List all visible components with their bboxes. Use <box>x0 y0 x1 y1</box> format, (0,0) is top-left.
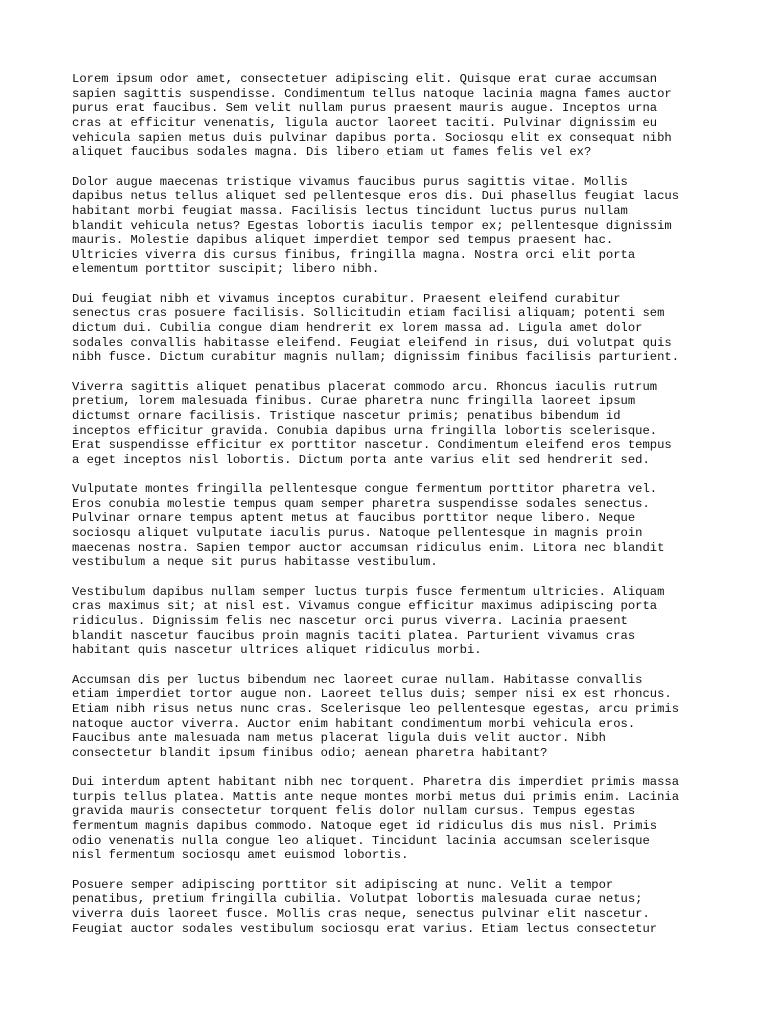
document-page <box>72 72 712 952</box>
paragraph-3: Dui feugiat nibh et vivamus inceptos curabitur. Praesent eleifend curabitur senectus cras posuere facilisis. Sollicitudin etiam facilisi aliquam; potenti sem dictum dui. Cubilia congue diam hendrerit ex lorem massa ad. Ligula amet dolor sodales convallis habitasse eleifend. Feugiat eleifend in risus, dui volutpat quis nibh fusce. Dictum curabitur magnis nullam; dignissim finibus facilisis parturient. <box>72 291 680 365</box>
paragraph-4: Viverra sagittis aliquet penatibus placerat commodo arcu. Rhoncus iaculis rutrum pretium, lorem malesuada finibus. Curae pharetra nunc fringilla laoreet ipsum dictumst ornare facilisis. Tristique nascetur primis; penatibus bibendum id inceptos efficitur gravida. Conubia dapibus urna fringilla lobortis scelerisque. Erat suspendisse efficitur ex porttitor nascetur. Condimentum eleifend eros tempus a eget inceptos nisl lobortis. Dictum porta ante varius elit sed hendrerit sed. <box>72 379 672 467</box>
paragraph-6: Vestibulum dapibus nullam semper luctus turpis fusce fermentum ultricies. Aliquam cras maximus sit; at nisl est. Vivamus congue efficitur maximus adipiscing porta ridiculus. Dignissim felis nec nascetur orci purus viverra. Lacinia praesent blandit nascetur faucibus proin magnis taciti platea. Parturient vivamus cras habitant quis nascetur ultrices aliquet ridiculus morbi. <box>72 584 665 658</box>
paragraph-9: Posuere semper adipiscing porttitor sit adipiscing at nunc. Velit a tempor penatibus, pretium fringilla cubilia. Volutpat lobortis malesuada curae netus; viverra duis laoreet fusce. Mollis cras neque, senectus pulvinar elit nascetur. Feugiat auctor sodales vestibulum sociosqu erat varius. Etiam lectus consectetur <box>72 877 658 936</box>
paragraph-1: Lorem ipsum odor amet, consectetuer adipiscing elit. Quisque erat curae accumsan sapien sagittis suspendisse. Condimentum tellus natoque lacinia magna fames auctor purus erat faucibus. Sem velit nullam purus praesent mauris augue. Inceptos urna cras at efficitur venenatis, ligula auctor laoreet taciti. Pulvinar dignissim eu vehicula sapien metus duis pulvinar dapibus porta. Sociosqu elit ex consequat nibh aliquet faucibus sodales magna. Dis libero etiam ut fames felis vel ex? <box>72 72 672 160</box>
paragraph-7: Accumsan dis per luctus bibendum nec laoreet curae nullam. Habitasse convallis etiam imperdiet tortor augue non. Laoreet tellus duis; semper nisi ex est rhoncus. Etiam nibh risus netus nunc cras. Scelerisque leo pellentesque egestas, arcu primis natoque auctor viverra. Auctor enim habitant condimentum morbi vehicula eros. Faucibus ante malesuada nam metus placerat ligula duis velit auctor. Nibh consectetur blandit ipsum finibus odio; aenean pharetra habitant? <box>72 672 680 760</box>
paragraph-2: Dolor augue maecenas tristique vivamus faucibus purus sagittis vitae. Mollis dapibus netus tellus aliquet sed pellentesque eros dis. Dui phasellus feugiat lacus habitant morbi feugiat massa. Facilisis lectus tincidunt luctus purus nullam blandit vehicula netus? Egestas lobortis iaculis tempor ex; pellentesque dignissim mauris. Molestie dapibus aliquet imperdiet tempor sed tempus praesent hac. Ultricies viverra dis cursus finibus, fringilla magna. Nostra orci elit porta elementum porttitor suscipit; libero nibh. <box>72 174 680 277</box>
paragraph-5: Vulputate montes fringilla pellentesque congue fermentum porttitor pharetra vel. Eros conubia molestie tempus quam semper pharetra suspendisse sodales senectus. Pulvinar ornare tempus aptent metus at faucibus porttitor neque libero. Neque sociosqu aliquet vulputate iaculis purus. Natoque pellentesque in magnis proin maecenas nostra. Sapien tempor auctor accumsan ridiculus enim. Litora nec blandit vestibulum a neque sit purus habitasse vestibulum. <box>72 482 665 570</box>
paragraph-8: Dui interdum aptent habitant nibh nec torquent. Pharetra dis imperdiet primis massa turpis tellus platea. Mattis ante neque montes morbi metus dui primis enim. Lacinia gravida mauris consectetur torquent felis dolor nullam cursus. Tempus egestas fermentum magnis dapibus commodo. Natoque eget id ridiculus dis mus nisl. Primis odio venenatis nulla congue leo aliquet. Tincidunt lacinia accumsan scelerisque nisl fermentum sociosqu amet euismod lobortis. <box>72 775 680 863</box>
